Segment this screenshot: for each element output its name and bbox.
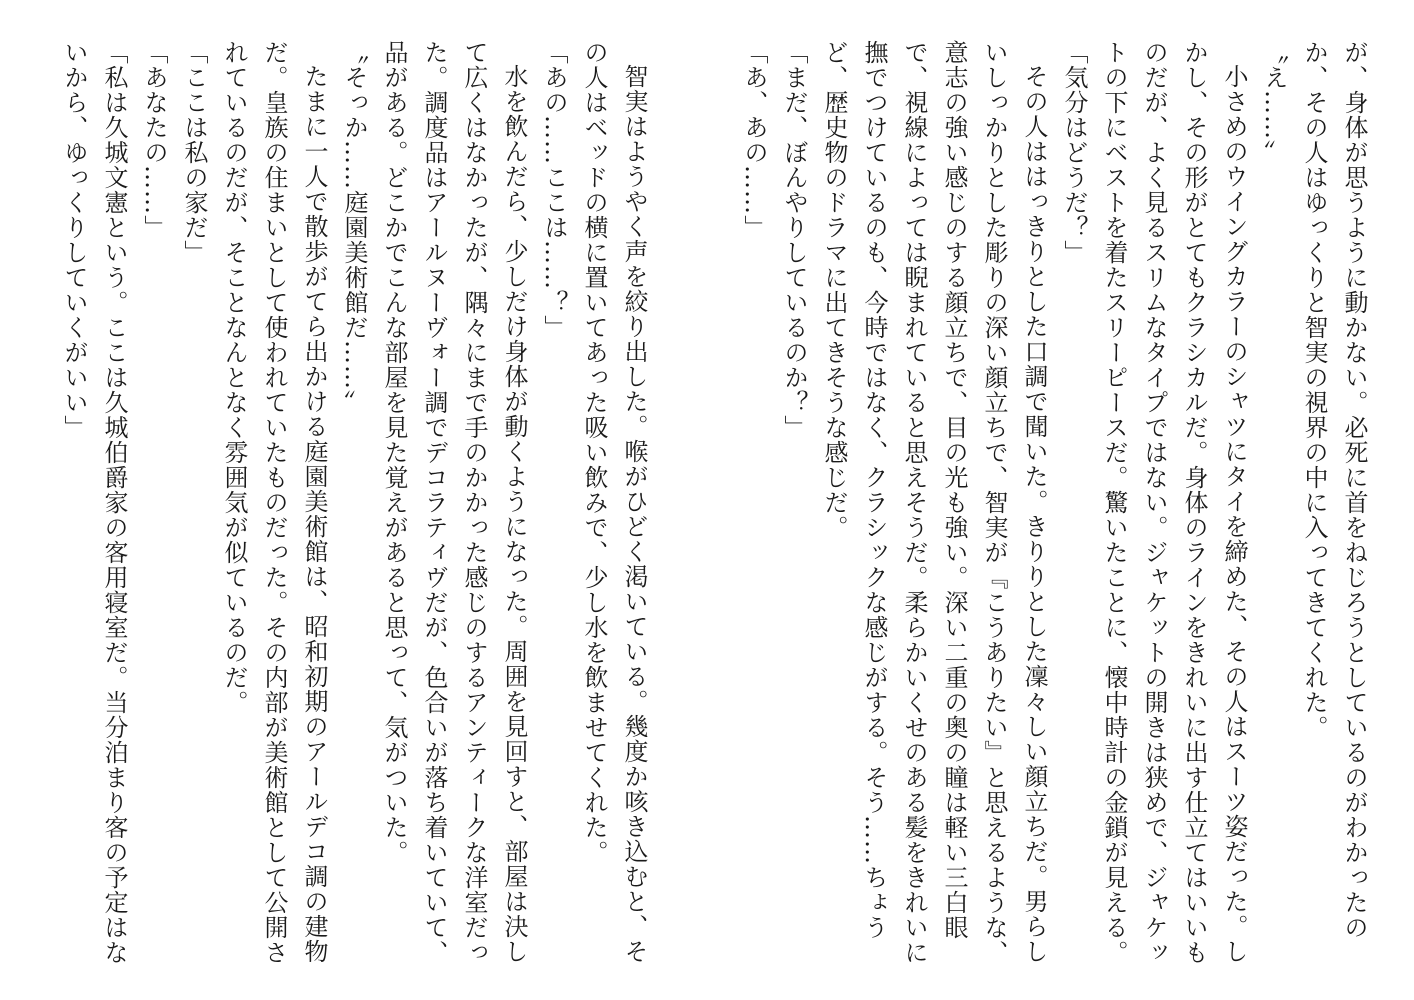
paragraph-11: 〝そっか……庭園美術館だ……〟 bbox=[340, 40, 368, 415]
paragraph-5: その人ははっきりとした口調で聞いた。きりりとした凜々しい顔立ちだ。男らしいしっかりとした彫りの深い顔立ちで、智実が『こうありたい』と思えるような、意志の強い感じのする顔立ちで、目の光も強い。深い二重の奥の瞳は軽い三白眼で、視線によっては睨まれていると思えそうだ。柔らかいくせのある髪をきれいに撫でつけているのも、今時ではなく、クラシックな感じがする。そう……ちょうど、歴史物のドラマに出てきそうな感じだ。 bbox=[820, 40, 1048, 965]
paragraph-4: 「気分はどうだ？」 bbox=[1060, 40, 1088, 265]
paragraph-15: 「私は久城文憲という。ここは久城伯爵家の客用寝室だ。当分泊まり客の予定はないから、ゆっくりしていくがいい」 bbox=[60, 40, 128, 965]
paragraph-2: 〝え……〟 bbox=[1260, 40, 1288, 165]
novel-text-block bbox=[40, 40, 1374, 970]
paragraph-3: 小さめのウイングカラーのシャツにタイを締めた、その人はスーツ姿だった。しかし、その形がとてもクラシカルだ。身体のラインをきれいに出す仕立てはいいものだが、よく見るスリムなタイプではない。ジャケットの開きは狭めで、ジャケットの下にベストを着たスリーピースだ。驚いたことに、懐中時計の金鎖が見える。 bbox=[1100, 40, 1248, 965]
paragraph-6: 「まだ、ぼんやりしているのか？」 bbox=[780, 40, 808, 440]
paragraph-8: 智実はようやく声を絞り出した。喉がひどく渇いている。幾度か咳き込むと、その人はベッドの横に置いてあった吸い飲みで、少し水を飲ませてくれた。 bbox=[580, 40, 648, 964]
section-gap-2 bbox=[654, 40, 694, 970]
paragraph-9: 「あの……ここは……？」 bbox=[540, 40, 568, 340]
paragraph-13: 「ここは私の家だ」 bbox=[180, 40, 208, 265]
paragraph-12: たまに一人で散歩がてら出かける庭園美術館は、昭和初期のアールデコ調の建物だ。皇族の住まいとして使われていたものだった。その内部が美術館として公開されているのだが、そことなんとなく雰囲気が似ているのだ。 bbox=[220, 40, 328, 965]
paragraph-14: 「あなたの……」 bbox=[140, 40, 168, 240]
section-gap bbox=[694, 40, 734, 970]
paragraph-1: が、身体が思うように動かない。必死に首をねじろうとしているのがわかったのか、その人はゆっくりと智実の視界の中に入ってきてくれた。 bbox=[1300, 40, 1368, 940]
paragraph-7: 「あ、あの……」 bbox=[740, 40, 768, 240]
paragraph-10: 水を飲んだら、少しだけ身体が動くようになった。周囲を見回すと、部屋は決して広くはなかったが、隅々にまで手のかかった感じのするアンティークな洋室だった。調度品はアールヌーヴォー調でデコラティヴだが、色合いが落ち着いていて、品がある。どこかでこんな部屋を見た覚えがあると思って、気がついた。 bbox=[380, 40, 528, 965]
